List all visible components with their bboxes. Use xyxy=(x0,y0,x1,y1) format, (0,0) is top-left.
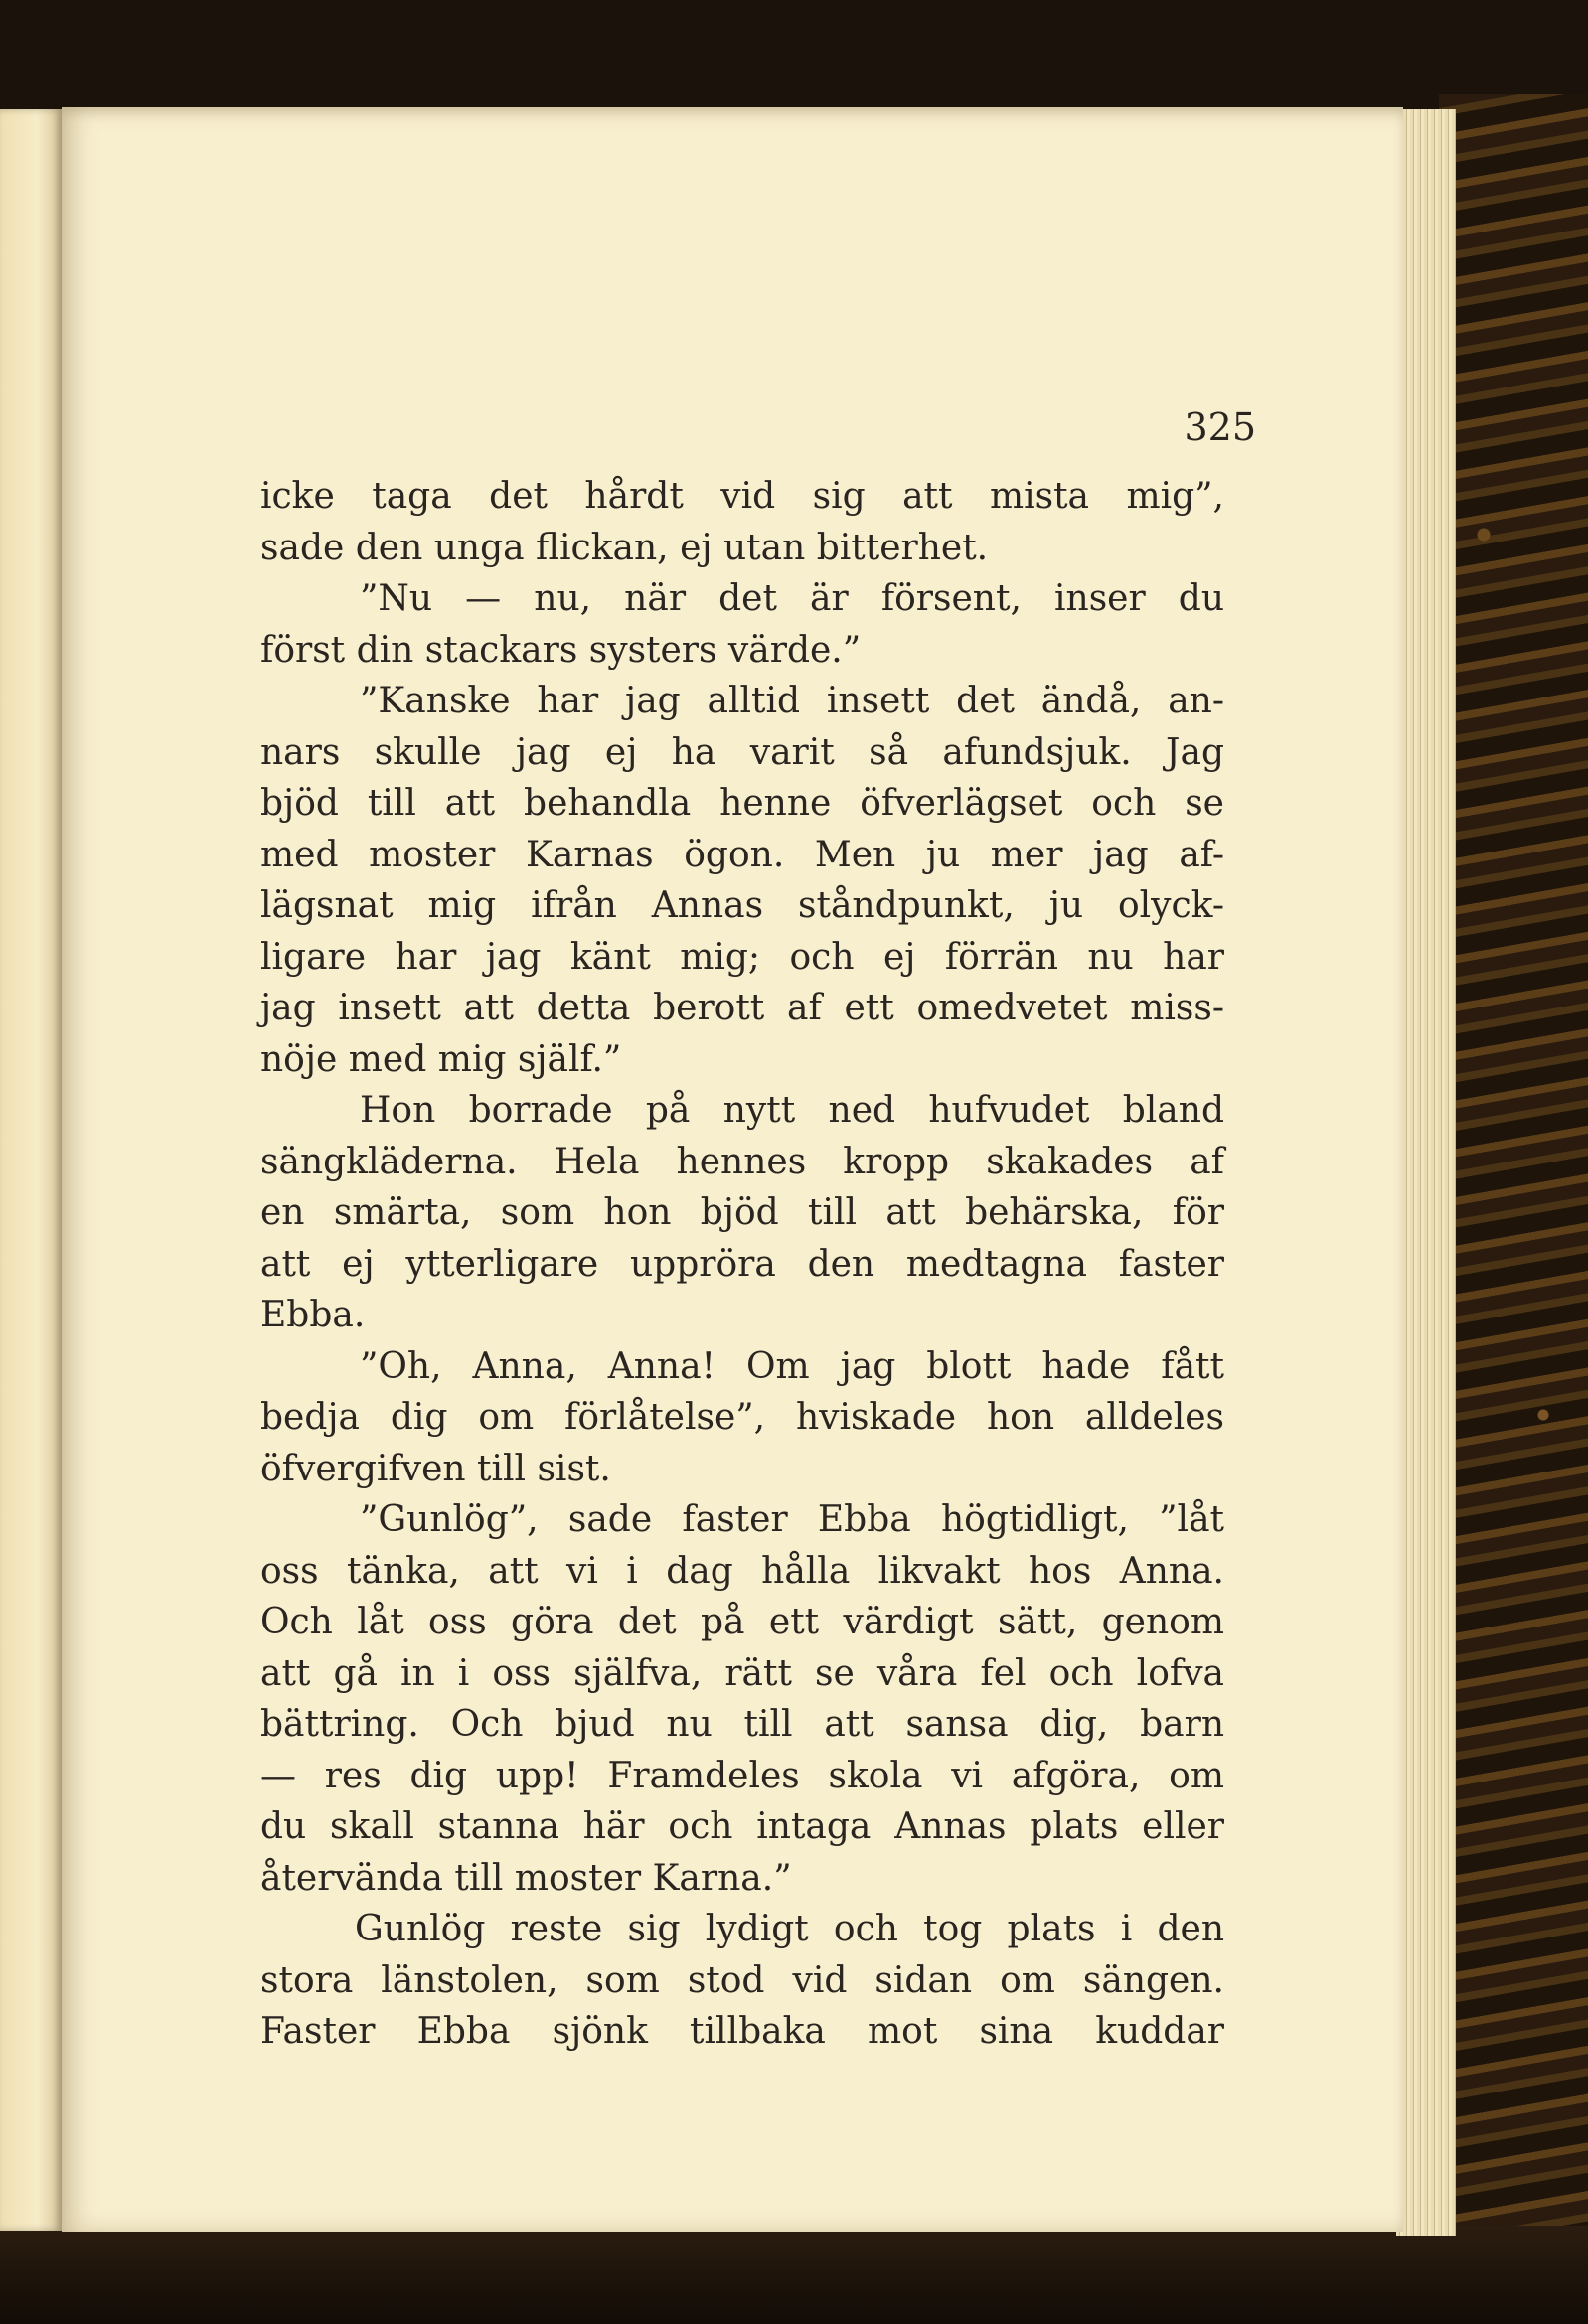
text-line: du skall stanna här och intaga Annas plats eller xyxy=(260,1806,1224,1847)
text-line: med moster Karnas ögon. Men ju mer jag af- xyxy=(260,834,1224,875)
cover-edge-bottom xyxy=(0,2226,1588,2324)
marbled-cover xyxy=(1439,94,1588,2295)
text-line: — res dig upp! Framdeles skola vi afgöra, om xyxy=(260,1755,1224,1796)
text-line: först din stackars systers värde.” xyxy=(260,629,862,671)
book-page xyxy=(62,107,1403,2232)
text-line: att gå in i oss själfva, rätt se våra fel och lofva xyxy=(260,1652,1224,1694)
text-line: återvända till moster Karna.” xyxy=(260,1857,792,1899)
text-line: ”Gunlög”, sade faster Ebba högtidligt, ”låt xyxy=(360,1499,1224,1540)
text-line: sängkläderna. Hela hennes kropp skakades af xyxy=(260,1141,1224,1182)
text-line: ”Nu — nu, när det är försent, inser du xyxy=(360,578,1224,619)
text-line: icke taga det hårdt vid sig att mista mig”, xyxy=(260,476,1224,517)
previous-page-edge xyxy=(0,109,62,2231)
text-line: Hon borrade på nytt ned hufvudet bland xyxy=(360,1090,1224,1131)
text-line: Faster Ebba sjönk tillbaka mot sina kuddar xyxy=(260,2011,1224,2052)
text-line: att ej ytterligare uppröra den medtagna faster xyxy=(260,1243,1224,1285)
text-line: lägsnat mig ifrån Annas ståndpunkt, ju olyck- xyxy=(260,885,1224,926)
text-line: ligare har jag känt mig; och ej förrän nu har xyxy=(260,936,1224,978)
text-line: bedja dig om förlåtelse”, hviskade hon alldeles xyxy=(260,1397,1224,1438)
text-line: öfvergifven till sist. xyxy=(260,1448,611,1489)
text-line: stora länstolen, som stod vid sidan om sängen. xyxy=(260,1959,1224,2001)
text-line: bättring. Och bjud nu till att sansa dig, barn xyxy=(260,1704,1224,1745)
page-stack-edge xyxy=(1396,109,1456,2236)
page-body-text xyxy=(260,471,1224,2058)
text-line: oss tänka, att vi i dag hålla likvakt hos Anna. xyxy=(260,1550,1224,1592)
text-line: ”Kanske har jag alltid insett det ändå, an- xyxy=(360,681,1224,721)
text-line: Ebba. xyxy=(260,1295,366,1335)
text-line: ”Oh, Anna, Anna! Om jag blott hade fått xyxy=(360,1345,1224,1387)
text-line: bjöd till att behandla henne öfverlägset och se xyxy=(260,783,1224,824)
page-number: 325 xyxy=(1184,405,1256,449)
text-line: en smärta, som hon bjöd till att behärska, för xyxy=(260,1192,1224,1233)
text-line: jag insett att detta berott af ett omedvetet miss- xyxy=(260,988,1224,1028)
text-line: sade den unga flickan, ej utan bitterhet. xyxy=(260,527,989,568)
text-line: nars skulle jag ej ha varit så afundsjuk. Jag xyxy=(260,731,1224,773)
text-line: Och låt oss göra det på ett värdigt sätt, genom xyxy=(260,1602,1224,1642)
text-line: Gunlög reste sig lydigt och tog plats i den xyxy=(355,1909,1224,1949)
text-line: nöje med mig själf.” xyxy=(260,1038,622,1080)
